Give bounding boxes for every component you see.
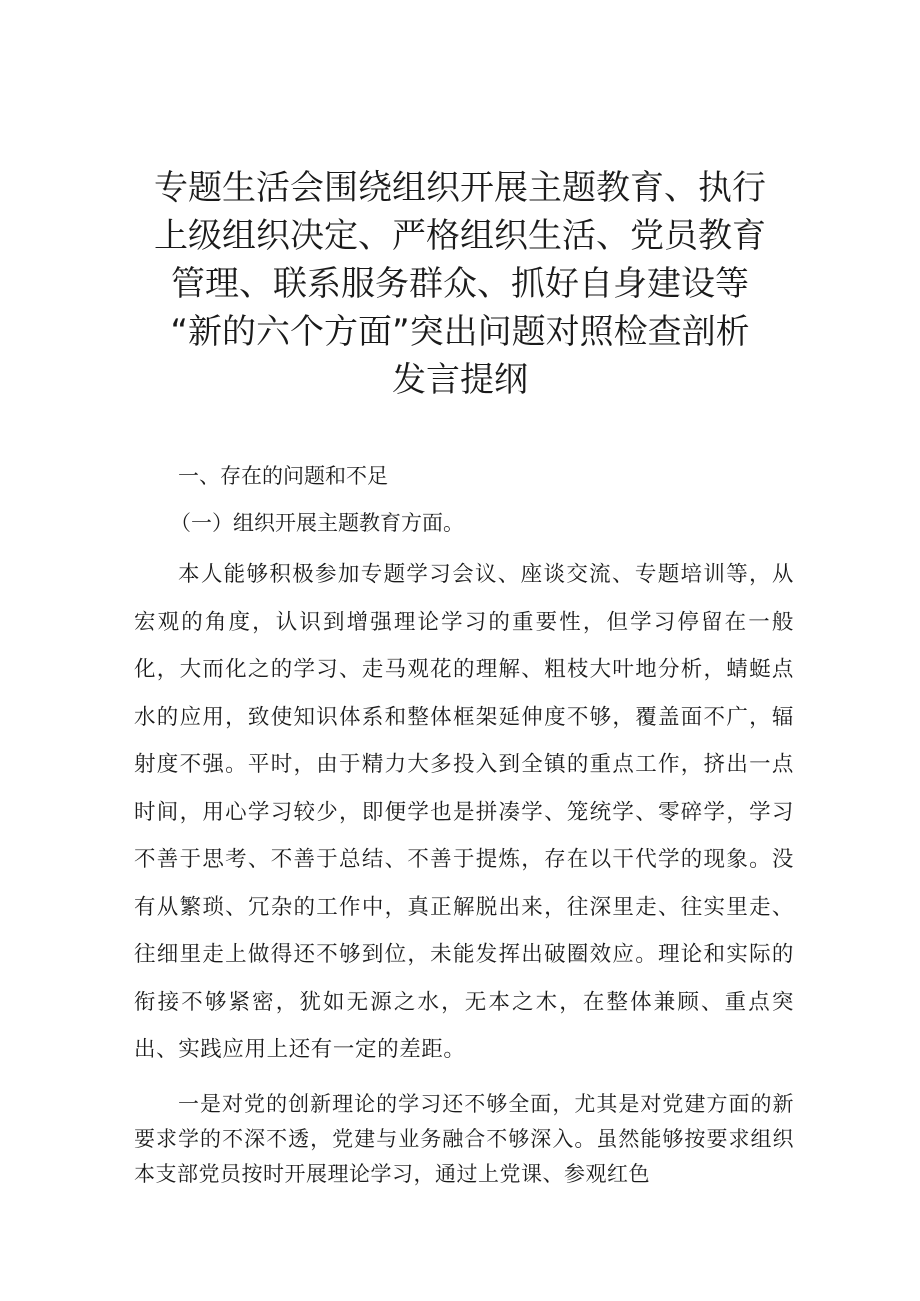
body-paragraph-2: 一是对党的创新理论的学习还不够全面，尤其是对党建方面的新要求学的不深不透，党建与业务融合不够深入。虽然能够按要求组织本支部党员按时开展理论学习，通过上党课、参观红色 [134,1092,794,1186]
document-title [130,164,790,404]
body-paragraph-1: 本人能够积极参加专题学习会议、座谈交流、专题培训等，从宏观的角度，认识到增强理论学习的重要性，但学习停留在一般化，大而化之的学习、走马观花的理解、粗枝大叶地分析，蜻蜓点水的应用，致使知识体系和整体框架延伸度不够，覆盖面不广，辐射度不强。平时，由于精力大多投入到全镇的重点工作，挤出一点时间，用心学习较少，即便学也是拼凑学、笼统学、零碎学，学习不善于思考、不善于总结、不善于提炼，存在以干代学的现象。没有从繁琐、冗杂的工作中，真正解脱出来，往深里走、往实里走、往细里走上做得还不够到位，未能发挥出破圈效应。理论和实际的衔接不够紧密，犹如无源之水，无本之木，在整体兼顾、重点突出、实践应用上还有一定的差距。 [134,562,794,1062]
title-line-4: “新的六个方面”突出问题对照检查剖析 [170,312,750,352]
subsection-heading: （一）组织开展主题教育方面。 [170,511,464,535]
title-line-2: 上级组织决定、严格组织生活、党员教育 [154,216,766,256]
title-line-5: 发言提纲 [392,360,528,400]
title-line-3: 管理、联系服务群众、抓好自身建设等 [171,264,749,304]
section-heading: 一、存在的问题和不足 [178,464,388,488]
title-line-1: 专题生活会围绕组织开展主题教育、执行 [154,168,766,208]
